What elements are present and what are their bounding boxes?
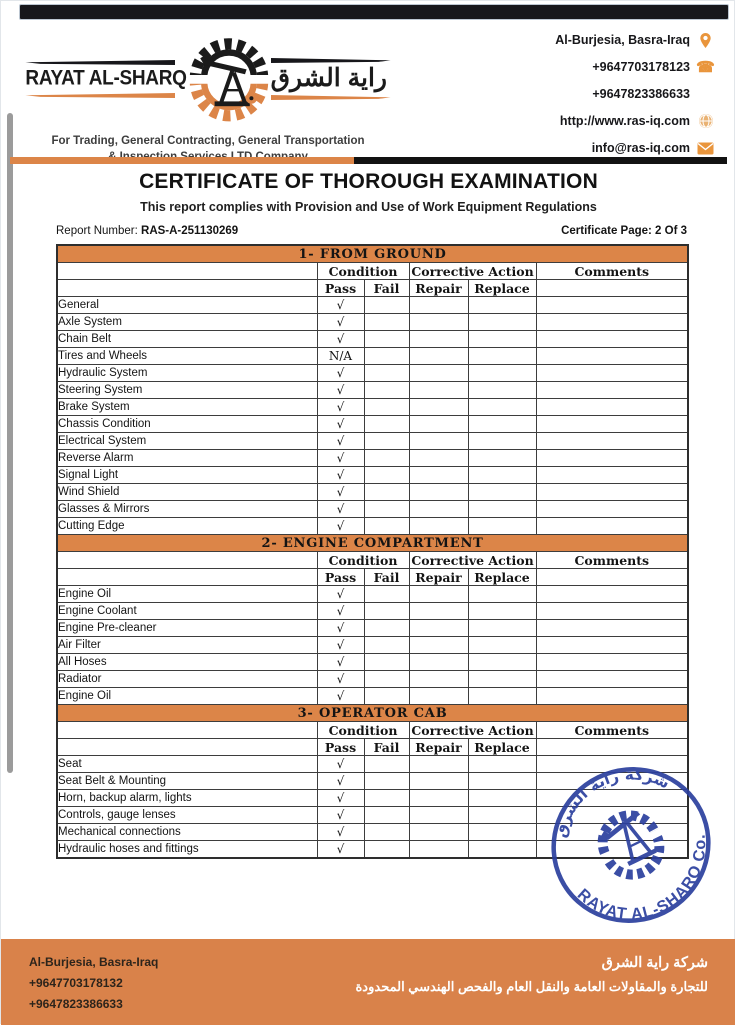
fail-cell	[364, 416, 409, 433]
repair-header: Repair	[409, 280, 468, 297]
row-item-label: Radiator	[57, 671, 317, 688]
comments-subheader-cell	[536, 569, 688, 586]
item-header-cell	[57, 552, 317, 569]
row-item-label: Reverse Alarm	[57, 450, 317, 467]
repair-cell	[409, 824, 468, 841]
pass-mark-cell: √	[317, 807, 364, 824]
condition-header: Condition	[317, 552, 409, 569]
replace-cell	[468, 518, 536, 535]
fail-cell	[364, 297, 409, 314]
pass-mark-cell: √	[317, 620, 364, 637]
row-item-label: Chain Belt	[57, 331, 317, 348]
pass-mark-cell: √	[317, 297, 364, 314]
row-item-label: Wind Shield	[57, 484, 317, 501]
table-row	[57, 467, 688, 484]
row-item-label: Horn, backup alarm, lights	[57, 790, 317, 807]
comments-subheader-cell	[536, 739, 688, 756]
table-row	[57, 501, 688, 518]
comments-cell	[536, 688, 688, 705]
table-row	[57, 433, 688, 450]
pass-mark-cell: √	[317, 467, 364, 484]
pass-mark-cell: √	[317, 399, 364, 416]
contact-phone1-text: +9647703178123	[592, 60, 690, 74]
row-item-label: Controls, gauge lenses	[57, 807, 317, 824]
table-row	[57, 348, 688, 365]
table-row	[57, 365, 688, 382]
tagline-line1: For Trading, General Contracting, General Transportation	[51, 135, 365, 147]
repair-cell	[409, 688, 468, 705]
contact-website-text: http://www.ras-iq.com	[559, 114, 690, 128]
replace-cell	[468, 484, 536, 501]
table-row	[57, 586, 688, 603]
repair-cell	[409, 620, 468, 637]
fail-cell	[364, 586, 409, 603]
pass-mark-cell: √	[317, 654, 364, 671]
icon-spacer	[697, 86, 714, 103]
footer-arabic-description: للتجارة والمقاولات العامة والنقل العام والفحص الهندسي المحدودة	[355, 979, 708, 995]
replace-cell	[468, 467, 536, 484]
row-item-label: Brake System	[57, 399, 317, 416]
comments-cell	[536, 433, 688, 450]
header-contacts	[555, 31, 714, 157]
comments-cell	[536, 365, 688, 382]
comments-subheader-cell	[536, 280, 688, 297]
condition-header: Condition	[317, 722, 409, 739]
replace-header: Replace	[468, 569, 536, 586]
contact-address-text: Al-Burjesia, Basra-Iraq	[555, 33, 690, 47]
page-footer	[1, 939, 735, 1025]
report-number-label: Report Number:	[56, 225, 138, 237]
replace-cell	[468, 314, 536, 331]
fail-cell	[364, 807, 409, 824]
pass-mark-cell: √	[317, 365, 364, 382]
section-title: 1- FROM GROUND	[57, 245, 688, 263]
comments-cell	[536, 331, 688, 348]
pass-mark-cell: √	[317, 484, 364, 501]
repair-header: Repair	[409, 569, 468, 586]
fail-cell	[364, 399, 409, 416]
repair-cell	[409, 637, 468, 654]
footer-arabic-name: شركة راية الشرق	[601, 955, 708, 971]
fail-header: Fail	[364, 739, 409, 756]
pass-header: Pass	[317, 280, 364, 297]
repair-cell	[409, 603, 468, 620]
replace-cell	[468, 603, 536, 620]
repair-cell	[409, 399, 468, 416]
repair-cell	[409, 671, 468, 688]
comments-cell	[536, 450, 688, 467]
replace-cell	[468, 399, 536, 416]
comments-cell	[536, 637, 688, 654]
fail-cell	[364, 518, 409, 535]
section-header-row	[57, 535, 688, 552]
item-header-cell	[57, 739, 317, 756]
repair-cell	[409, 841, 468, 859]
replace-cell	[468, 824, 536, 841]
repair-cell	[409, 790, 468, 807]
report-number	[56, 225, 238, 237]
document-title: CERTIFICATE OF THOROUGH EXAMINATION	[139, 170, 598, 193]
replace-cell	[468, 501, 536, 518]
row-item-label: Engine Oil	[57, 586, 317, 603]
comments-cell	[536, 314, 688, 331]
replace-cell	[468, 790, 536, 807]
repair-cell	[409, 297, 468, 314]
repair-cell	[409, 433, 468, 450]
fail-cell	[364, 773, 409, 790]
replace-header: Replace	[468, 280, 536, 297]
row-item-label: Engine Coolant	[57, 603, 317, 620]
comments-cell	[536, 399, 688, 416]
row-item-label: Seat	[57, 756, 317, 773]
item-header-cell	[57, 569, 317, 586]
logo-english-side	[25, 60, 186, 98]
pass-mark-cell: √	[317, 450, 364, 467]
row-item-label: Air Filter	[57, 637, 317, 654]
replace-cell	[468, 433, 536, 450]
comments-header: Comments	[536, 722, 688, 739]
fail-cell	[364, 654, 409, 671]
column-header-row	[57, 722, 688, 739]
fail-cell	[364, 467, 409, 484]
pass-mark-cell: √	[317, 637, 364, 654]
column-header-row	[57, 263, 688, 280]
comments-cell	[536, 297, 688, 314]
repair-cell	[409, 484, 468, 501]
row-item-label: Hydraulic System	[57, 365, 317, 382]
contact-phone-2	[592, 85, 714, 103]
table-row	[57, 331, 688, 348]
company-stamp	[531, 750, 732, 940]
fail-cell	[364, 790, 409, 807]
replace-cell	[468, 348, 536, 365]
replace-cell	[468, 620, 536, 637]
comments-header: Comments	[536, 552, 688, 569]
fail-cell	[364, 841, 409, 859]
pass-mark-cell: N/A	[317, 348, 364, 365]
sub-header-row	[57, 569, 688, 586]
globe-icon	[697, 113, 714, 130]
repair-cell	[409, 518, 468, 535]
comments-cell	[536, 484, 688, 501]
divider-dark-segment	[354, 157, 727, 164]
column-header-row	[57, 552, 688, 569]
item-header-cell	[57, 263, 317, 280]
contact-address	[555, 31, 714, 49]
section-title: 2- ENGINE COMPARTMENT	[57, 535, 688, 552]
phone-icon: ☎	[696, 58, 715, 76]
contact-website	[560, 112, 714, 130]
contact-email	[592, 139, 714, 157]
fail-cell	[364, 603, 409, 620]
fail-cell	[364, 637, 409, 654]
contact-phone2-text: +9647823386633	[592, 87, 690, 101]
repair-cell	[409, 365, 468, 382]
fail-cell	[364, 433, 409, 450]
pass-mark-cell: √	[317, 501, 364, 518]
comments-cell	[536, 416, 688, 433]
footer-address: Al-Burjesia, Basra-Iraq	[29, 955, 159, 969]
company-logo	[25, 29, 387, 165]
row-item-label: Axle System	[57, 314, 317, 331]
pass-mark-cell: √	[317, 671, 364, 688]
row-item-label: Chassis Condition	[57, 416, 317, 433]
corrective-action-header: Corrective Action	[409, 722, 536, 739]
row-item-label: All Hoses	[57, 654, 317, 671]
sub-header-row	[57, 739, 688, 756]
device-top-bar	[19, 4, 729, 20]
repair-cell	[409, 416, 468, 433]
replace-cell	[468, 807, 536, 824]
row-item-label: Steering System	[57, 382, 317, 399]
pass-mark-cell: √	[317, 824, 364, 841]
replace-cell	[468, 450, 536, 467]
fail-cell	[364, 331, 409, 348]
repair-cell	[409, 382, 468, 399]
contact-phone-1	[592, 58, 714, 76]
fail-cell	[364, 314, 409, 331]
replace-cell	[468, 688, 536, 705]
sub-header-row	[57, 280, 688, 297]
table-row	[57, 637, 688, 654]
replace-cell	[468, 586, 536, 603]
replace-cell	[468, 637, 536, 654]
report-number-value: RAS-A-251130269	[141, 225, 239, 237]
logo-swoosh-top-left	[25, 60, 175, 65]
fail-header: Fail	[364, 280, 409, 297]
comments-cell	[536, 348, 688, 365]
fail-cell	[364, 688, 409, 705]
section-header-row	[57, 705, 688, 722]
replace-cell	[468, 773, 536, 790]
logo-swoosh-bottom-left	[25, 93, 175, 98]
comments-cell	[536, 382, 688, 399]
svg-text:RAYAT AL-SHARQ Co.	[571, 827, 732, 940]
repair-cell	[409, 331, 468, 348]
row-item-label: Cutting Edge	[57, 518, 317, 535]
pass-mark-cell: √	[317, 331, 364, 348]
row-item-label: Tires and Wheels	[57, 348, 317, 365]
pass-mark-cell: √	[317, 433, 364, 450]
replace-cell	[468, 331, 536, 348]
fail-cell	[364, 484, 409, 501]
row-item-label: Mechanical connections	[57, 824, 317, 841]
pass-mark-cell: √	[317, 314, 364, 331]
repair-cell	[409, 773, 468, 790]
stamp-english-text: RAYAT AL-SHARQ Co.	[573, 832, 710, 924]
table-row	[57, 450, 688, 467]
table-row	[57, 382, 688, 399]
row-item-label: Signal Light	[57, 467, 317, 484]
pass-mark-cell: √	[317, 790, 364, 807]
replace-cell	[468, 297, 536, 314]
comments-header: Comments	[536, 263, 688, 280]
repair-cell	[409, 314, 468, 331]
comments-cell	[536, 518, 688, 535]
location-pin-icon	[697, 32, 714, 49]
table-row	[57, 518, 688, 535]
table-row	[57, 314, 688, 331]
pass-mark-cell: √	[317, 586, 364, 603]
row-item-label: Engine Oil	[57, 688, 317, 705]
table-row	[57, 297, 688, 314]
item-header-cell	[57, 722, 317, 739]
footer-phone1: +9647703178132	[29, 976, 123, 990]
repair-cell	[409, 654, 468, 671]
comments-cell	[536, 467, 688, 484]
condition-header: Condition	[317, 263, 409, 280]
table-row	[57, 620, 688, 637]
replace-header: Replace	[468, 739, 536, 756]
fail-cell	[364, 671, 409, 688]
fail-cell	[364, 382, 409, 399]
pass-header: Pass	[317, 569, 364, 586]
header-divider	[10, 157, 727, 164]
fail-cell	[364, 824, 409, 841]
row-item-label: General	[57, 297, 317, 314]
comments-cell	[536, 620, 688, 637]
row-item-label: Hydraulic hoses and fittings	[57, 841, 317, 859]
fail-cell	[364, 348, 409, 365]
corrective-action-header: Corrective Action	[409, 263, 536, 280]
pass-mark-cell: √	[317, 518, 364, 535]
comments-cell	[536, 501, 688, 518]
replace-cell	[468, 365, 536, 382]
table-row	[57, 654, 688, 671]
pass-mark-cell: √	[317, 416, 364, 433]
pass-mark-cell: √	[317, 688, 364, 705]
repair-cell	[409, 450, 468, 467]
fail-cell	[364, 365, 409, 382]
repair-cell	[409, 348, 468, 365]
pass-mark-cell: √	[317, 382, 364, 399]
replace-cell	[468, 841, 536, 859]
row-item-label: Engine Pre-cleaner	[57, 620, 317, 637]
table-row	[57, 416, 688, 433]
envelope-icon	[697, 140, 714, 157]
comments-cell	[536, 586, 688, 603]
fail-cell	[364, 756, 409, 773]
company-name-arabic: راية الشرق	[270, 64, 387, 92]
document-subtitle: This report complies with Provision and Use of Work Equipment Regulations	[140, 200, 597, 214]
fail-header: Fail	[364, 569, 409, 586]
logo-swoosh-bottom-right	[271, 95, 391, 100]
section-header-row	[57, 245, 688, 263]
contact-email-text: info@ras-iq.com	[591, 141, 690, 155]
repair-cell	[409, 501, 468, 518]
replace-cell	[468, 382, 536, 399]
footer-company-arabic	[356, 952, 709, 1025]
pass-header: Pass	[317, 739, 364, 756]
pass-mark-cell: √	[317, 756, 364, 773]
repair-cell	[409, 756, 468, 773]
replace-cell	[468, 416, 536, 433]
fail-cell	[364, 501, 409, 518]
stamp-arabic-text: شركة راية الشرق	[551, 765, 673, 840]
table-row	[57, 688, 688, 705]
comments-cell	[536, 603, 688, 620]
repair-cell	[409, 467, 468, 484]
pass-mark-cell: √	[317, 603, 364, 620]
comments-cell	[536, 671, 688, 688]
table-row	[57, 603, 688, 620]
item-header-cell	[57, 280, 317, 297]
replace-cell	[468, 654, 536, 671]
footer-phone2: +9647823386633	[29, 997, 123, 1011]
fail-cell	[364, 450, 409, 467]
pass-mark-cell: √	[317, 773, 364, 790]
footer-contact-block	[29, 952, 158, 1025]
table-row	[57, 399, 688, 416]
divider-orange-segment	[10, 157, 354, 164]
table-row	[57, 484, 688, 501]
corrective-action-header: Corrective Action	[409, 552, 536, 569]
section-title: 3- OPERATOR CAB	[57, 705, 688, 722]
repair-cell	[409, 807, 468, 824]
row-item-label: Seat Belt & Mounting	[57, 773, 317, 790]
table-row	[57, 671, 688, 688]
row-item-label: Electrical System	[57, 433, 317, 450]
pass-mark-cell: √	[317, 841, 364, 859]
repair-header: Repair	[409, 739, 468, 756]
replace-cell	[468, 671, 536, 688]
fail-cell	[364, 620, 409, 637]
gear-pumpjack-icon	[181, 29, 277, 129]
certificate-page-label: Certificate Page: 2 Of 3	[561, 225, 687, 237]
comments-cell	[536, 654, 688, 671]
row-item-label: Glasses & Mirrors	[57, 501, 317, 518]
company-name-english: RAYAT AL-SHARQ	[25, 66, 187, 91]
report-info-row	[56, 225, 687, 237]
replace-cell	[468, 756, 536, 773]
logo-arabic-side	[271, 58, 391, 100]
repair-cell	[409, 586, 468, 603]
